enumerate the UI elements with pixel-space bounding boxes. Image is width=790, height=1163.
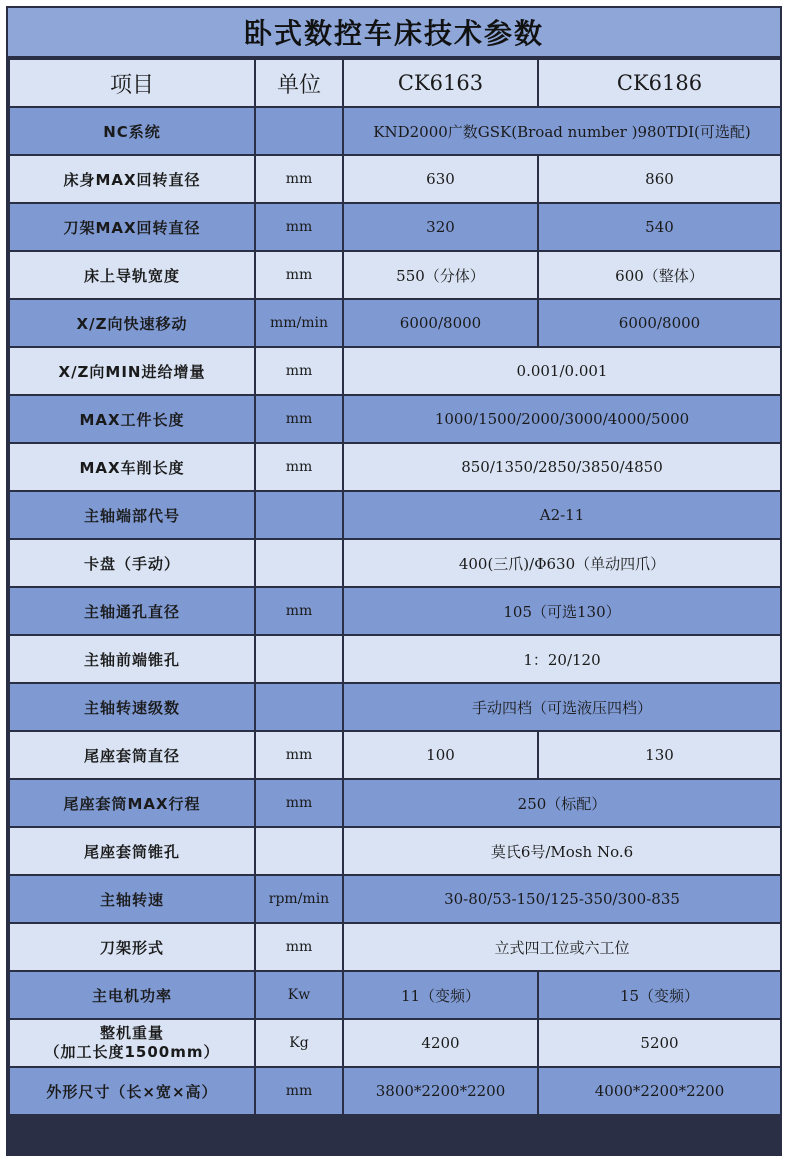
- table-row: [9, 1019, 781, 1067]
- table-row: [9, 683, 781, 731]
- param-name: 主轴转速级数: [9, 683, 255, 731]
- value-ck6163: 630: [343, 155, 538, 203]
- value-ck6186: 600（整体）: [538, 251, 781, 299]
- param-name: 尾座套筒直径: [9, 731, 255, 779]
- param-name: 主轴转速: [9, 875, 255, 923]
- value-shared: KND2000广数GSK(Broad number )980TDI(可选配): [343, 107, 781, 155]
- value-ck6163: 320: [343, 203, 538, 251]
- value-ck6163: 11（变频）: [343, 971, 538, 1019]
- unit-cell: mm: [255, 443, 343, 491]
- param-name: 主轴前端锥孔: [9, 635, 255, 683]
- param-name: NC系统: [9, 107, 255, 155]
- value-shared: 1：20/120: [343, 635, 781, 683]
- value-shared: 1000/1500/2000/3000/4000/5000: [343, 395, 781, 443]
- unit-cell: rpm/min: [255, 875, 343, 923]
- value-ck6163: 550（分体）: [343, 251, 538, 299]
- value-ck6186: 130: [538, 731, 781, 779]
- table-row: [9, 203, 781, 251]
- param-name: 床上导轨宽度: [9, 251, 255, 299]
- value-ck6163: 3800*2200*2200: [343, 1067, 538, 1115]
- unit-cell: mm: [255, 731, 343, 779]
- param-name: 尾座套筒MAX行程: [9, 779, 255, 827]
- table-row: [9, 923, 781, 971]
- param-name: 床身MAX回转直径: [9, 155, 255, 203]
- table-row: [9, 1067, 781, 1115]
- unit-cell: mm: [255, 251, 343, 299]
- value-shared: 莫氏6号/Mosh No.6: [343, 827, 781, 875]
- value-shared: 105（可选130）: [343, 587, 781, 635]
- table-row: [9, 539, 781, 587]
- unit-cell: Kg: [255, 1019, 343, 1067]
- value-ck6186: 5200: [538, 1019, 781, 1067]
- sheet-title: 卧式数控车床技术参数: [8, 8, 780, 58]
- value-shared: 400(三爪)/Φ630（单动四爪）: [343, 539, 781, 587]
- table-row: [9, 395, 781, 443]
- param-name: 主轴通孔直径: [9, 587, 255, 635]
- unit-cell: Kw: [255, 971, 343, 1019]
- unit-cell: mm: [255, 1067, 343, 1115]
- param-name: 刀架MAX回转直径: [9, 203, 255, 251]
- value-shared: 30-80/53-150/125-350/300-835: [343, 875, 781, 923]
- value-ck6163: 100: [343, 731, 538, 779]
- header-unit: 单位: [255, 59, 343, 107]
- table-row: [9, 299, 781, 347]
- unit-cell: [255, 107, 343, 155]
- unit-cell: [255, 827, 343, 875]
- table-row: [9, 875, 781, 923]
- header-item: 项目: [9, 59, 255, 107]
- unit-cell: [255, 683, 343, 731]
- table-row: [9, 107, 781, 155]
- table-row: [9, 251, 781, 299]
- value-shared: A2-11: [343, 491, 781, 539]
- table-row: [9, 491, 781, 539]
- value-ck6186: 860: [538, 155, 781, 203]
- value-shared: 850/1350/2850/3850/4850: [343, 443, 781, 491]
- table-row: [9, 443, 781, 491]
- param-name: 刀架形式: [9, 923, 255, 971]
- unit-cell: mm: [255, 923, 343, 971]
- table-row: [9, 971, 781, 1019]
- value-shared: 立式四工位或六工位: [343, 923, 781, 971]
- unit-cell: [255, 491, 343, 539]
- unit-cell: mm: [255, 395, 343, 443]
- table-row: [9, 731, 781, 779]
- unit-cell: mm/min: [255, 299, 343, 347]
- param-name: 外形尺寸（长×宽×高）: [9, 1067, 255, 1115]
- value-ck6163: 4200: [343, 1019, 538, 1067]
- param-name: X/Z向快速移动: [9, 299, 255, 347]
- spec-sheet: [6, 6, 782, 1156]
- unit-cell: [255, 635, 343, 683]
- unit-cell: [255, 539, 343, 587]
- table-row: [9, 347, 781, 395]
- unit-cell: mm: [255, 347, 343, 395]
- table-row: [9, 779, 781, 827]
- header-row: [9, 59, 781, 107]
- unit-cell: mm: [255, 155, 343, 203]
- param-name: [9, 1019, 255, 1067]
- table-row: [9, 635, 781, 683]
- param-name: MAX工件长度: [9, 395, 255, 443]
- param-name: 主电机功率: [9, 971, 255, 1019]
- param-name: MAX车削长度: [9, 443, 255, 491]
- unit-cell: mm: [255, 203, 343, 251]
- unit-cell: mm: [255, 587, 343, 635]
- header-model-a: CK6163: [343, 59, 538, 107]
- header-model-b: CK6186: [538, 59, 781, 107]
- table-row: [9, 827, 781, 875]
- value-shared: 0.001/0.001: [343, 347, 781, 395]
- param-name: 主轴端部代号: [9, 491, 255, 539]
- value-shared: 250（标配）: [343, 779, 781, 827]
- spec-body: [9, 107, 781, 1115]
- table-row: [9, 587, 781, 635]
- value-ck6186: 15（变频）: [538, 971, 781, 1019]
- param-name-line2: （加工长度1500mm）: [44, 1043, 220, 1061]
- value-shared: 手动四档（可选液压四档）: [343, 683, 781, 731]
- table-row: [9, 155, 781, 203]
- unit-cell: mm: [255, 779, 343, 827]
- spec-table: [8, 58, 782, 1116]
- param-name: 尾座套筒锥孔: [9, 827, 255, 875]
- value-ck6163: 6000/8000: [343, 299, 538, 347]
- value-ck6186: 6000/8000: [538, 299, 781, 347]
- value-ck6186: 4000*2200*2200: [538, 1067, 781, 1115]
- value-ck6186: 540: [538, 203, 781, 251]
- param-name-line1: 整机重量: [99, 1024, 164, 1042]
- param-name: X/Z向MIN进给增量: [9, 347, 255, 395]
- param-name: 卡盘（手动）: [9, 539, 255, 587]
